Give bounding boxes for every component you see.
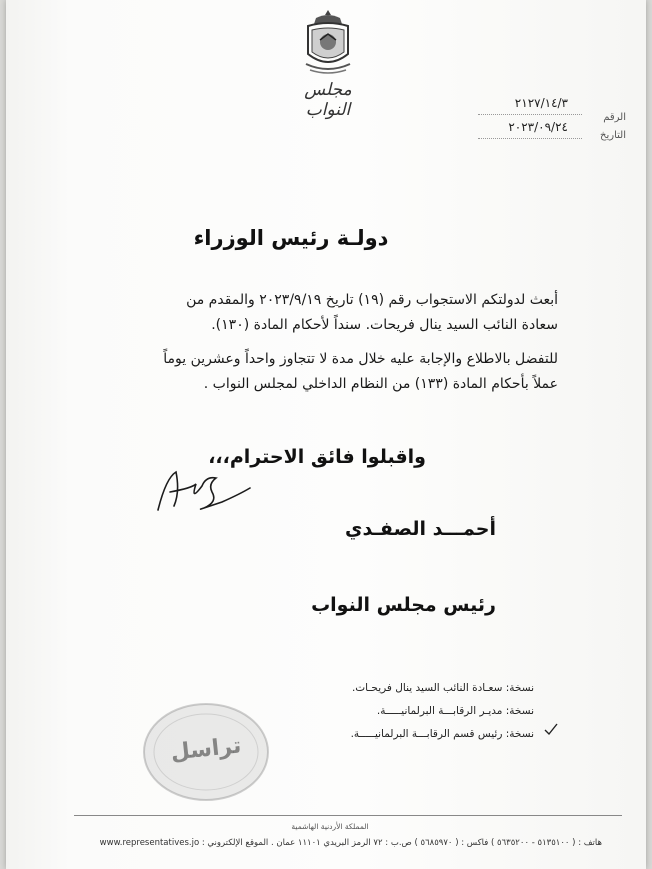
addressee: دولـة رئيس الوزراء <box>193 226 389 250</box>
signer-title: رئيس مجلس النواب <box>311 594 496 616</box>
body-line: للتفضل بالاطلاع والإجابة عليه خلال مدة لا تتجاوز واحداً وعشرين يوماً <box>163 351 558 367</box>
copy-line: نسخة: مديـر الرقابـــة البرلمانيـــــة. <box>376 705 534 717</box>
reference-number-line <box>478 114 582 115</box>
footer-logo-text: المملكة الأردنية الهاشمية <box>291 822 369 831</box>
handwritten-signature <box>152 462 256 518</box>
closing-line: واقبلوا فائق الاحترام،،، <box>208 446 426 468</box>
reference-date-label: التاريخ <box>600 130 626 141</box>
body-line: أبعث لدولتكم الاستجواب رقم (١٩) تاريخ ٢٠٢٣/٩/١٩ والمقدم من <box>186 292 558 308</box>
copy-line: نسخة: رئيس قسم الرقابـــة البرلمانيـــــة. <box>350 728 534 740</box>
stamp-text: تراسل <box>169 733 243 766</box>
footer-contact: هاتف : ( ٥١٣٥١٠٠ - ٥٦٣٥٢٠٠ ) فاكس : ( ٥٦٨٥٩٧٠ ) ص.ب : ٧٢ الرمز البريدي ١١١٠١ عمان . الموقع الإلكتروني : www.representatives.jo <box>99 838 602 848</box>
reference-number: ٢١٢٧/١٤/٣ <box>514 96 568 110</box>
institution-name: مجلس النواب <box>304 80 352 120</box>
letter-page <box>6 0 646 869</box>
check-mark-icon <box>544 722 558 736</box>
signer-name: أحمـــد الصفـدي <box>345 518 496 540</box>
reference-date-line <box>478 138 582 139</box>
copy-line: نسخة: سعـادة النائب السيد ينال فريحـات. <box>351 682 534 694</box>
reference-number-label: الرقم <box>603 112 626 123</box>
jordan-emblem-icon <box>298 6 358 76</box>
body-line: سعادة النائب السيد ينال فريحات. سنداً لأحكام المادة (١٣٠). <box>211 317 558 333</box>
footer-divider <box>74 815 622 816</box>
body-line: عملاً بأحكام المادة (١٣٣) من النظام الداخلي لمجلس النواب . <box>203 376 558 392</box>
reference-date: ٢٠٢٣/٠٩/٢٤ <box>508 120 568 134</box>
